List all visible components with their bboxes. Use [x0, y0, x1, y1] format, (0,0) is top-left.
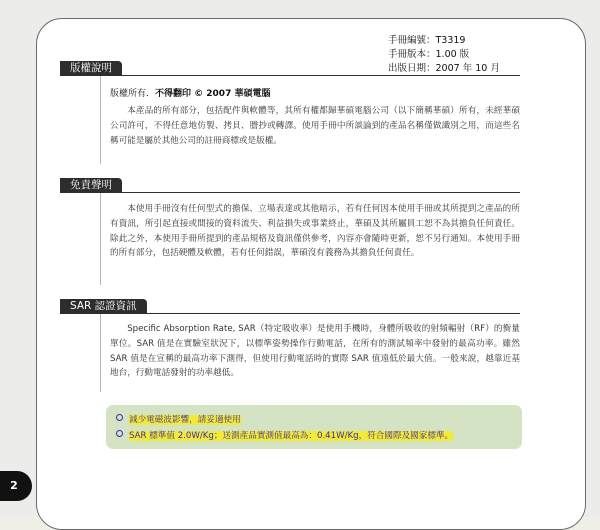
page-number: 2 — [0, 471, 32, 501]
copyright-title: 版權說明 — [60, 61, 122, 76]
section-rule — [60, 313, 520, 315]
section-divider-line — [100, 193, 101, 285]
sar-note-box — [106, 405, 522, 449]
manual-number: 手冊編號：T3319 — [388, 35, 466, 46]
disclaimer-paragraph: 本使用手冊沒有任何型式的擔保、立場表達或其他暗示，若有任何因本使用手冊或其所提到之產品的所有資訊，所引起直接或間接的資料流失、利益損失或事業終止，華碩及其所屬員工恕不為其擔負任何責任。除此之外，本使用手冊所提到的產品規格及資訊僅供參考，內容亦會隨時更新，恕不另行通知。本使用手冊的所有部分，包括硬體及軟體，若有任何錯誤，華碩沒有義務為其擔負任何責任。 — [110, 204, 520, 259]
section-divider-line — [100, 76, 101, 164]
copyright-section-header — [60, 61, 520, 76]
section-divider-line — [100, 314, 101, 392]
copyright-body — [110, 104, 520, 148]
sar-note-text: SAR 標準值 2.0W/Kg；送測產品實測值最高為：0.41W/Kg，符合國際及國家標準。 — [129, 431, 454, 441]
sar-note-item — [116, 413, 241, 425]
manual-version: 手冊版本：1.00 版 — [388, 49, 470, 60]
disclaimer-body — [110, 202, 520, 261]
disclaimer-section-header — [60, 178, 520, 193]
bullet-icon — [116, 430, 123, 437]
section-rule — [60, 75, 520, 77]
bullet-icon — [116, 414, 123, 421]
disclaimer-title: 免責聲明 — [60, 178, 122, 193]
copyright-notice — [110, 86, 270, 99]
section-rule — [60, 192, 520, 194]
sar-section-header — [60, 299, 520, 314]
copyright-paragraph: 本產品的所有部分，包括配件與軟體等，其所有權都歸華碩電腦公司（以下簡稱華碩）所有，未經華碩公司許可，不得任意地仿製、拷貝、謄抄或轉譯。使用手冊中所談論到的產品名稱僅做識別之用，而這些名稱可能是屬於其他公司的註冊商標或是版權。 — [110, 106, 520, 146]
sar-body — [110, 322, 520, 381]
sar-title: SAR 認證資訊 — [60, 299, 147, 314]
copyright-notice-b: 不得翻印 © 2007 華碩電腦 — [155, 89, 271, 99]
sar-note-item — [116, 429, 453, 441]
copyright-notice-a: 版權所有． — [110, 89, 156, 99]
publish-date: 出版日期：2007 年 10 月 — [388, 63, 500, 74]
sar-paragraph: Specific Absorption Rate, SAR（特定吸收率）是使用手機時，身體所吸收的射頻輻射（RF）的衡量單位。SAR 值是在實驗室狀況下，以標準姿勢操作行動電話，在所有的測試頻率中發射的最高功率。雖然 SAR 值是在宣稱的最高功率下測得，但使用行動電話時的實際 SAR 值遠低於最大值。一般來說，越靠近基地台，行動電話發射的功率越低。 — [110, 324, 520, 379]
sar-note-text: 減少電磁波影響，請妥適使用 — [129, 415, 241, 425]
